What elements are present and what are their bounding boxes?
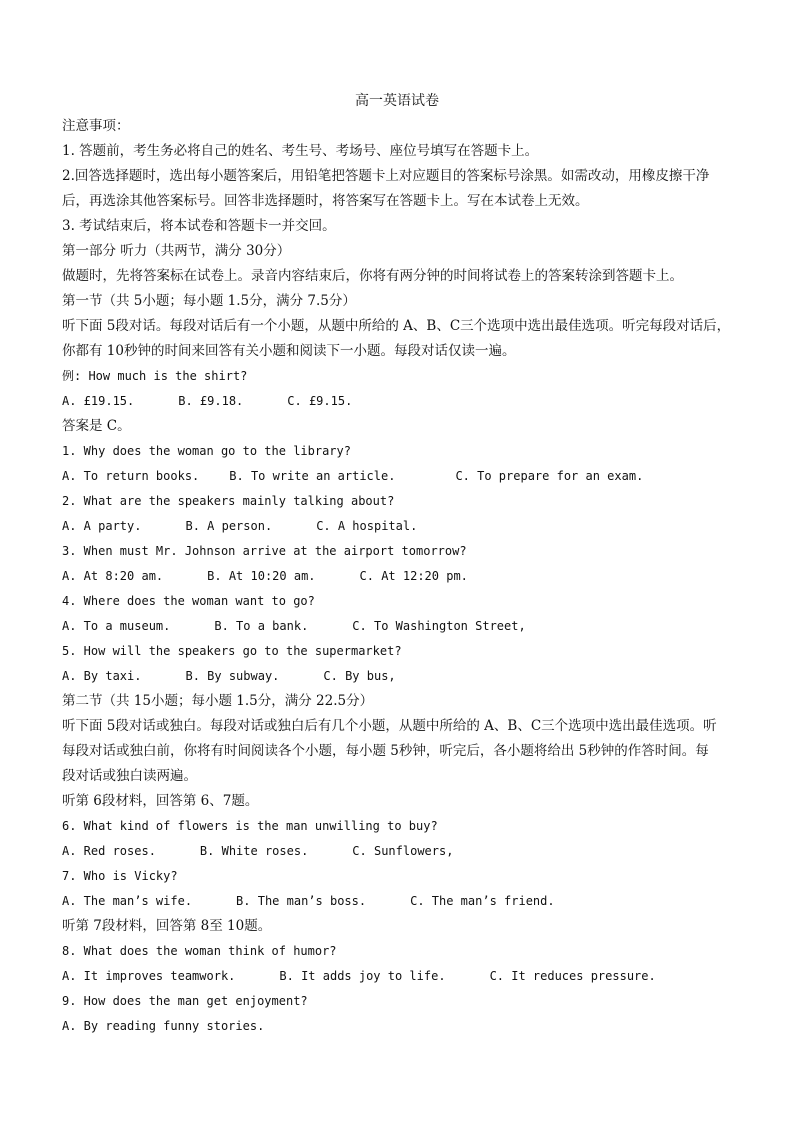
question-8: 8. What does the woman think of humor? bbox=[62, 944, 337, 958]
option-c: C. The man’s friend. bbox=[410, 894, 555, 908]
section2-instruction-line-2: 每段对话或独白前，你将有时间阅读各个小题，每小题 5秒钟，听完后，各小题将给出 5秒钟的作答时间。每 bbox=[62, 743, 709, 759]
option-b: B. It adds joy to life. bbox=[279, 969, 446, 983]
section2-instruction-line-1: 听下面 5段对话或独白。每段对话或独白后有几个小题，从题中所给的 A、B、C三个选项中选出最佳选项。听 bbox=[62, 718, 717, 734]
option-a: A. By taxi. bbox=[62, 669, 142, 683]
option-c: C. It reduces pressure. bbox=[489, 969, 656, 983]
option-c: C. A hospital. bbox=[316, 519, 418, 533]
option-c: C. Sunflowers, bbox=[352, 844, 454, 858]
option-a: A. It improves teamwork. bbox=[62, 969, 236, 983]
question-3: 3. When must Mr. Johnson arrive at the airport tomorrow? bbox=[62, 544, 467, 558]
question-9: 9. How does the man get enjoyment? bbox=[62, 994, 308, 1008]
section2-heading: 第二节（共 15小题；每小题 1.5分，满分 22.5分） bbox=[62, 693, 374, 709]
question-9-option-a: A. By reading funny stories. bbox=[62, 1019, 265, 1033]
option-b: B. White roses. bbox=[199, 844, 309, 858]
option-b: B. A person. bbox=[185, 519, 273, 533]
option-a: A. To return books. bbox=[62, 469, 200, 483]
option-a: A. The man’s wife. bbox=[62, 894, 193, 908]
option-c: C. At 12:20 pm. bbox=[359, 569, 468, 583]
section2-instruction-line-3: 段对话或独白读两遍。 bbox=[62, 768, 197, 784]
option-b: B. By subway. bbox=[185, 669, 280, 683]
material-7-heading: 听第 7段材料，回答第 8至 10题。 bbox=[62, 918, 272, 934]
option-a: A. A party. bbox=[62, 519, 142, 533]
option-a: A. Red roses. bbox=[62, 844, 156, 858]
option-b: B. To a bank. bbox=[214, 619, 309, 633]
question-7: 7. Who is Vicky? bbox=[62, 869, 178, 883]
question-3-options bbox=[62, 566, 742, 591]
material-6-heading: 听第 6段材料，回答第 6、7题。 bbox=[62, 793, 259, 809]
note-2-line-1: 2.回答选择题时，选出每小题答案后，用铅笔把答题卡上对应题目的答案标号涂黑。如需改动，用橡皮擦干净 bbox=[62, 168, 710, 184]
example-question: 例: How much is the shirt? bbox=[62, 369, 248, 383]
note-2-line-2: 后，再选涂其他答案标号。回答非选择题时，将答案写在答题卡上。写在本试卷上无效。 bbox=[62, 193, 589, 209]
note-1: 1. 答题前，考生务必将自己的姓名、考生号、考场号、座位号填写在答题卡上。 bbox=[62, 143, 539, 159]
example-option-c: C. £9.15. bbox=[287, 394, 353, 408]
section1-instruction-line-2: 你都有 10秒钟的时间来回答有关小题和阅读下一小题。每段对话仅读一遍。 bbox=[62, 343, 516, 359]
question-1-options bbox=[62, 466, 742, 491]
option-c: C. By bus, bbox=[323, 669, 396, 683]
question-5: 5. How will the speakers go to the supermarket? bbox=[62, 644, 402, 658]
question-2: 2. What are the speakers mainly talking about? bbox=[62, 494, 395, 508]
option-c: C. To prepare for an exam. bbox=[455, 469, 644, 483]
section1-heading: 第一节（共 5小题；每小题 1.5分，满分 7.5分） bbox=[62, 293, 356, 309]
question-5-options bbox=[62, 666, 742, 691]
part1-heading: 第一部分 听力（共两节，满分 30分） bbox=[62, 243, 291, 259]
part1-instruction: 做题时，先将答案标在试卷上。录音内容结束后，你将有两分钟的时间将试卷上的答案转涂到答题卡上。 bbox=[62, 268, 683, 284]
question-4-options bbox=[62, 616, 742, 641]
question-6: 6. What kind of flowers is the man unwilling to buy? bbox=[62, 819, 438, 833]
notes-heading: 注意事项： bbox=[62, 118, 130, 134]
example-option-a: A. £19.15. bbox=[62, 394, 135, 408]
page-title: 高一英语试卷 bbox=[355, 93, 439, 109]
question-6-options bbox=[62, 841, 742, 866]
section1-instruction-line-1: 听下面 5段对话。每段对话后有一个小题，从题中所给的 A、B、C三个选项中选出最佳选项。听完每段对话后， bbox=[62, 318, 731, 334]
example-option-b: B. £9.18. bbox=[178, 394, 244, 408]
exam-content bbox=[62, 116, 742, 1041]
option-b: B. At 10:20 am. bbox=[207, 569, 316, 583]
option-a: A. At 8:20 am. bbox=[62, 569, 164, 583]
note-3: 3. 考试结束后，将本试卷和答题卡一并交回。 bbox=[62, 218, 336, 234]
question-4: 4. Where does the woman want to go? bbox=[62, 594, 315, 608]
question-2-options bbox=[62, 516, 742, 541]
question-8-options bbox=[62, 966, 742, 991]
example-answer: 答案是 C。 bbox=[62, 418, 131, 434]
example-options bbox=[62, 391, 742, 416]
option-a: A. To a museum. bbox=[62, 619, 171, 633]
question-1: 1. Why does the woman go to the library? bbox=[62, 444, 351, 458]
option-c: C. To Washington Street, bbox=[352, 619, 526, 633]
option-b: B. To write an article. bbox=[229, 469, 396, 483]
question-7-options bbox=[62, 891, 742, 916]
option-b: B. The man’s boss. bbox=[236, 894, 367, 908]
